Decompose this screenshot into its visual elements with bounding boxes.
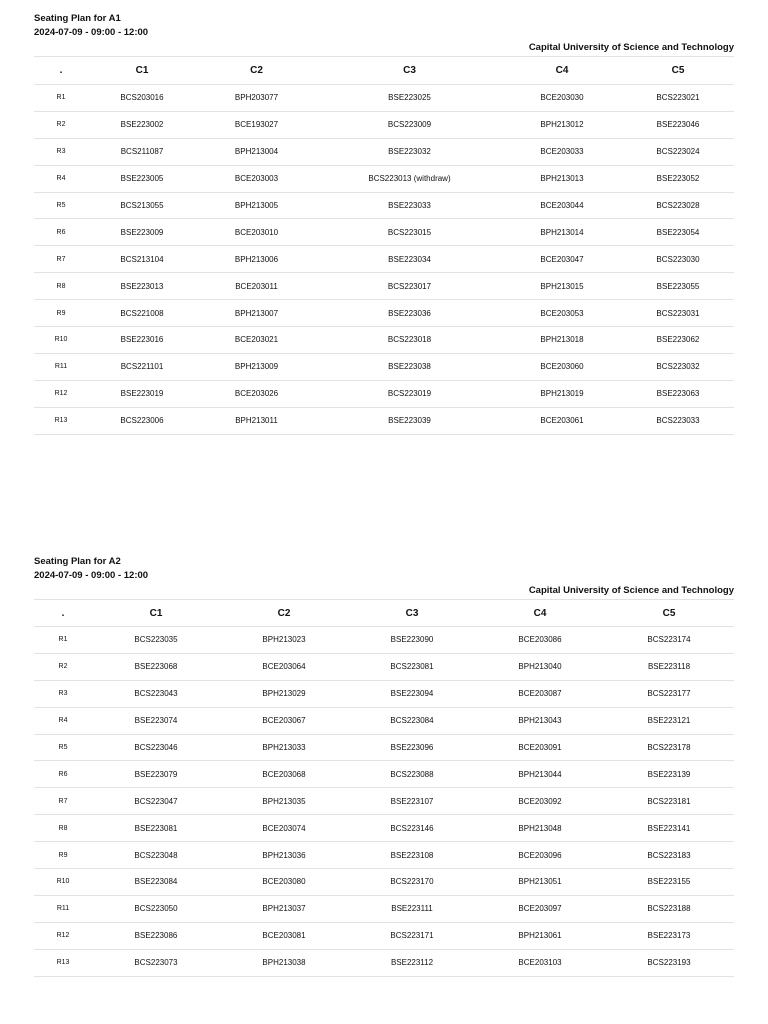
seat-cell: BCE203053 <box>502 300 622 327</box>
seat-cell: BCE203061 <box>502 407 622 434</box>
table-row <box>34 407 734 434</box>
row-label: R12 <box>34 922 92 949</box>
seat-cell: BSE223121 <box>604 707 734 734</box>
seat-cell: BCE203081 <box>220 922 348 949</box>
seat-cell: BSE223063 <box>622 380 734 407</box>
seat-cell: BPH203077 <box>196 85 317 112</box>
table-row <box>34 842 734 869</box>
row-label: R11 <box>34 895 92 922</box>
row-label: R7 <box>34 246 88 273</box>
seat-cell: BCS223024 <box>622 138 734 165</box>
column-header-cell: C5 <box>604 600 734 627</box>
column-header-cell: C3 <box>348 600 476 627</box>
seat-cell: BSE223108 <box>348 842 476 869</box>
seat-cell: BCS223028 <box>622 192 734 219</box>
seat-cell: BSE223034 <box>317 246 502 273</box>
seat-cell: BSE223002 <box>88 111 196 138</box>
row-label: R4 <box>34 707 92 734</box>
seat-cell: BCS221008 <box>88 300 196 327</box>
seat-cell: BSE223068 <box>92 653 220 680</box>
row-label: R2 <box>34 111 88 138</box>
seat-cell: BCE203033 <box>502 138 622 165</box>
seat-cell: BSE223081 <box>92 815 220 842</box>
table-row <box>34 353 734 380</box>
seat-cell: BCS223081 <box>348 653 476 680</box>
seat-cell: BCS223171 <box>348 922 476 949</box>
seat-cell: BCS213055 <box>88 192 196 219</box>
seat-cell: BCS223009 <box>317 111 502 138</box>
seat-cell: BPH213023 <box>220 627 348 654</box>
seat-cell: BCE203011 <box>196 273 317 300</box>
row-label: R13 <box>34 949 92 976</box>
table-row <box>34 788 734 815</box>
seat-cell: BPH213011 <box>196 407 317 434</box>
table-header-row <box>34 57 734 85</box>
seat-cell: BCE203060 <box>502 353 622 380</box>
seat-cell: BPH213019 <box>502 380 622 407</box>
row-label: R12 <box>34 380 88 407</box>
seat-cell: BSE223052 <box>622 165 734 192</box>
seat-cell: BSE223062 <box>622 327 734 354</box>
row-label: R10 <box>34 869 92 896</box>
seat-cell: BPH213048 <box>476 815 604 842</box>
seat-cell: BSE223086 <box>92 922 220 949</box>
seat-cell: BCS223188 <box>604 895 734 922</box>
plan-datetime: 2024-07-09 - 09:00 - 12:00 <box>34 570 149 581</box>
seat-cell: BSE223173 <box>604 922 734 949</box>
seat-cell: BCS223084 <box>348 707 476 734</box>
seat-cell: BCS223015 <box>317 219 502 246</box>
seat-cell: BSE223094 <box>348 680 476 707</box>
seat-cell: BPH213004 <box>196 138 317 165</box>
plan-title: Seating Plan for A1 <box>34 13 121 24</box>
seat-cell: BSE223118 <box>604 653 734 680</box>
seat-cell: BCS223031 <box>622 300 734 327</box>
seat-cell: BCS223006 <box>88 407 196 434</box>
seat-cell: BCE203103 <box>476 949 604 976</box>
table-body <box>34 627 734 977</box>
table-row <box>34 707 734 734</box>
seat-cell: BSE223016 <box>88 327 196 354</box>
seat-cell: BCS223088 <box>348 761 476 788</box>
table-row <box>34 895 734 922</box>
seat-cell: BCE203091 <box>476 734 604 761</box>
column-header-cell: C4 <box>476 600 604 627</box>
row-label: R6 <box>34 219 88 246</box>
seat-cell: BCS223178 <box>604 734 734 761</box>
seat-cell: BPH213036 <box>220 842 348 869</box>
seat-cell: BCE203026 <box>196 380 317 407</box>
table-row <box>34 922 734 949</box>
seat-cell: BSE223046 <box>622 111 734 138</box>
seat-cell: BCE203030 <box>502 85 622 112</box>
seat-cell: BSE223111 <box>348 895 476 922</box>
seat-cell: BCE203096 <box>476 842 604 869</box>
seat-cell: BSE223074 <box>92 707 220 734</box>
table-header-row <box>34 600 734 627</box>
table-row <box>34 949 734 976</box>
seat-cell: BSE223025 <box>317 85 502 112</box>
table-row <box>34 85 734 112</box>
seat-cell: BPH213033 <box>220 734 348 761</box>
seat-cell: BPH213009 <box>196 353 317 380</box>
table-row <box>34 327 734 354</box>
seat-cell: BCE203092 <box>476 788 604 815</box>
seat-cell: BPH213015 <box>502 273 622 300</box>
row-header-cell: . <box>34 600 92 627</box>
row-label: R5 <box>34 192 88 219</box>
table-row <box>34 380 734 407</box>
table-row <box>34 653 734 680</box>
row-label: R1 <box>34 85 88 112</box>
seat-cell: BCS223013 (withdraw) <box>317 165 502 192</box>
seat-cell: BCS223046 <box>92 734 220 761</box>
table-row <box>34 869 734 896</box>
row-label: R7 <box>34 788 92 815</box>
table-body <box>34 85 734 435</box>
table-row <box>34 165 734 192</box>
table-row <box>34 680 734 707</box>
university-name: Capital University of Science and Technology <box>528 42 734 53</box>
seat-cell: BCS213104 <box>88 246 196 273</box>
seat-cell: BPH213040 <box>476 653 604 680</box>
seat-cell: BCS223181 <box>604 788 734 815</box>
table-row <box>34 192 734 219</box>
plan-datetime: 2024-07-09 - 09:00 - 12:00 <box>34 27 149 38</box>
seat-cell: BCS223035 <box>92 627 220 654</box>
seat-cell: BCS223146 <box>348 815 476 842</box>
seat-cell: BSE223013 <box>88 273 196 300</box>
seat-cell: BPH213005 <box>196 192 317 219</box>
seat-cell: BCE203068 <box>220 761 348 788</box>
seat-cell: BCE203044 <box>502 192 622 219</box>
row-label: R4 <box>34 165 88 192</box>
row-label: R8 <box>34 815 92 842</box>
seat-cell: BCE193027 <box>196 111 317 138</box>
seat-cell: BCS223048 <box>92 842 220 869</box>
seat-cell: BPH213044 <box>476 761 604 788</box>
column-header-cell: C4 <box>502 57 622 85</box>
seat-cell: BPH213043 <box>476 707 604 734</box>
seat-cell: BSE223033 <box>317 192 502 219</box>
row-label: R9 <box>34 842 92 869</box>
seat-cell: BSE223079 <box>92 761 220 788</box>
seat-cell: BPH213014 <box>502 219 622 246</box>
row-label: R8 <box>34 273 88 300</box>
table-row <box>34 300 734 327</box>
plan-title: Seating Plan for A2 <box>34 556 121 567</box>
seat-cell: BCS223018 <box>317 327 502 354</box>
seat-cell: BSE223107 <box>348 788 476 815</box>
seat-cell: BSE223112 <box>348 949 476 976</box>
seat-cell: BPH213018 <box>502 327 622 354</box>
column-header-cell: C3 <box>317 57 502 85</box>
seat-cell: BCS223174 <box>604 627 734 654</box>
table-row <box>34 246 734 273</box>
seat-cell: BCE203021 <box>196 327 317 354</box>
row-header-cell: . <box>34 57 88 85</box>
column-header-cell: C2 <box>196 57 317 85</box>
seat-cell: BCS223021 <box>622 85 734 112</box>
table-row <box>34 734 734 761</box>
seat-cell: BCS223047 <box>92 788 220 815</box>
seat-cell: BCS223050 <box>92 895 220 922</box>
row-label: R3 <box>34 680 92 707</box>
row-label: R3 <box>34 138 88 165</box>
seat-cell: BPH213013 <box>502 165 622 192</box>
row-label: R2 <box>34 653 92 680</box>
row-label: R10 <box>34 327 88 354</box>
seat-cell: BCS223193 <box>604 949 734 976</box>
seat-cell: BPH213051 <box>476 869 604 896</box>
row-label: R13 <box>34 407 88 434</box>
row-label: R11 <box>34 353 88 380</box>
seat-cell: BCE203074 <box>220 815 348 842</box>
seat-cell: BCS223019 <box>317 380 502 407</box>
row-label: R6 <box>34 761 92 788</box>
seat-cell: BSE223141 <box>604 815 734 842</box>
seat-cell: BSE223055 <box>622 273 734 300</box>
seat-cell: BSE223155 <box>604 869 734 896</box>
seat-cell: BSE223036 <box>317 300 502 327</box>
seat-cell: BPH213038 <box>220 949 348 976</box>
table-row <box>34 761 734 788</box>
seat-cell: BCE203097 <box>476 895 604 922</box>
table-row <box>34 815 734 842</box>
seat-cell: BSE223084 <box>92 869 220 896</box>
seat-cell: BPH213006 <box>196 246 317 273</box>
table-row <box>34 138 734 165</box>
seat-cell: BPH213029 <box>220 680 348 707</box>
seat-cell: BCS221101 <box>88 353 196 380</box>
seat-cell: BCS203016 <box>88 85 196 112</box>
seat-cell: BSE223005 <box>88 165 196 192</box>
column-header-cell: C1 <box>92 600 220 627</box>
table-row <box>34 219 734 246</box>
seating-table <box>34 599 734 977</box>
seat-cell: BCS223177 <box>604 680 734 707</box>
seat-cell: BCS223170 <box>348 869 476 896</box>
seat-cell: BSE223038 <box>317 353 502 380</box>
seat-cell: BCS223183 <box>604 842 734 869</box>
table-row <box>34 111 734 138</box>
seat-cell: BSE223039 <box>317 407 502 434</box>
seat-cell: BCE203003 <box>196 165 317 192</box>
column-header-cell: C1 <box>88 57 196 85</box>
seat-cell: BCS223043 <box>92 680 220 707</box>
seat-cell: BCS211087 <box>88 138 196 165</box>
column-header-cell: C5 <box>622 57 734 85</box>
seat-cell: BCE203087 <box>476 680 604 707</box>
row-label: R9 <box>34 300 88 327</box>
seat-cell: BCE203067 <box>220 707 348 734</box>
seat-cell: BCS223073 <box>92 949 220 976</box>
seat-cell: BPH213035 <box>220 788 348 815</box>
seat-cell: BPH213037 <box>220 895 348 922</box>
seating-plan-a2 <box>34 555 734 977</box>
seat-cell: BCS223017 <box>317 273 502 300</box>
seat-cell: BCE203064 <box>220 653 348 680</box>
seat-cell: BSE223096 <box>348 734 476 761</box>
seating-plan-a1 <box>34 12 734 435</box>
row-label: R5 <box>34 734 92 761</box>
seat-cell: BPH213012 <box>502 111 622 138</box>
seat-cell: BCS223030 <box>622 246 734 273</box>
university-name: Capital University of Science and Technology <box>528 585 734 596</box>
seat-cell: BSE223054 <box>622 219 734 246</box>
seat-cell: BCE203047 <box>502 246 622 273</box>
seat-cell: BPH213007 <box>196 300 317 327</box>
row-label: R1 <box>34 627 92 654</box>
seat-cell: BSE223019 <box>88 380 196 407</box>
table-row <box>34 273 734 300</box>
seat-cell: BSE223139 <box>604 761 734 788</box>
seat-cell: BCE203086 <box>476 627 604 654</box>
seat-cell: BCS223032 <box>622 353 734 380</box>
seat-cell: BCE203080 <box>220 869 348 896</box>
seat-cell: BSE223032 <box>317 138 502 165</box>
seating-table <box>34 56 734 435</box>
seat-cell: BPH213061 <box>476 922 604 949</box>
seat-cell: BCE203010 <box>196 219 317 246</box>
seat-cell: BCS223033 <box>622 407 734 434</box>
table-row <box>34 627 734 654</box>
seat-cell: BSE223009 <box>88 219 196 246</box>
seat-cell: BSE223090 <box>348 627 476 654</box>
column-header-cell: C2 <box>220 600 348 627</box>
